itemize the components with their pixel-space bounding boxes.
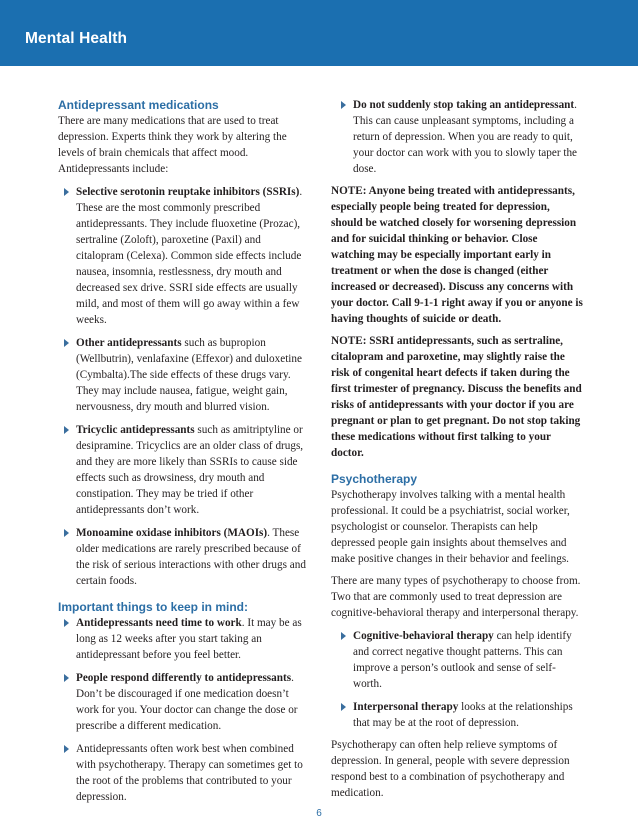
list-item: Monoamine oxidase inhibitors (MAOIs). These older medications are rarely prescribed because of the risk of serious interactions with other drugs and certain foods.	[58, 525, 308, 589]
section-heading-psychotherapy: Psychotherapy	[331, 472, 418, 486]
right-column	[331, 97, 583, 801]
page-title: Mental Health	[25, 30, 128, 47]
bullet-arrow-icon	[341, 632, 346, 640]
note-pregnancy-warning: NOTE: SSRI antidepressants, such as sertraline, citalopram and paroxetine, may slightly raise the risk of congenital heart defects if taken during the first trimester of pregnancy. Discuss the benefits and risks of antidepressants with your doctor if you are pregnant or plan to get pregnant. Do not stop taking these medications without first talking to your doctor.	[331, 335, 582, 459]
list-item: Antidepressants often work best when combined with psychotherapy. Therapy can sometimes get to the root of the problems that contributed to your depression.	[58, 741, 308, 805]
important-things-list	[58, 615, 308, 805]
bullet-arrow-icon	[64, 674, 69, 682]
bullet-arrow-icon	[64, 745, 69, 753]
important-things-list-continued	[331, 97, 583, 177]
list-item: Interpersonal therapy looks at the relationships that may be at the root of depression.	[331, 699, 583, 731]
psychotherapy-paragraph: Psychotherapy involves talking with a mental health professional. It could be a psychiatrist, social worker, psychologist or counselor. Therapists can help depressed people gain insights about themselves and make positive changes in their behavior and feelings.	[331, 489, 570, 565]
bullet-arrow-icon	[64, 188, 69, 196]
left-column	[58, 97, 308, 805]
list-item: Selective serotonin reuptake inhibitors (SSRIs). These are the most commonly prescribed antidepressants. They include fluoxetine (Prozac), sertraline (Zoloft), paroxetine (Paxil) and citalopram (Celexa). Common side effects include nausea, insomnia, restlessness, dry mouth and decreased sex drive. SSRI side effects are usually mild, and most of them will go away within a few weeks.	[58, 184, 308, 328]
bullet-arrow-icon	[341, 703, 346, 711]
bullet-arrow-icon	[341, 101, 346, 109]
bullet-arrow-icon	[64, 529, 69, 537]
section-heading-antidepressants: Antidepressant medications	[58, 98, 219, 112]
list-item: Tricyclic antidepressants such as amitriptyline or desipramine. Tricyclics are an older class of drugs, and they are more likely than SSRIs to cause side effects such as drowsiness, dry mouth and constipation. They may be tried if other antidepressants don’t work.	[58, 422, 308, 518]
bullet-arrow-icon	[64, 619, 69, 627]
page-number: 6	[316, 808, 322, 819]
header-bar	[0, 0, 638, 66]
list-item: Cognitive-behavioral therapy can help identify and correct negative thought patterns. This can improve a person’s outlook and sense of self-worth.	[331, 628, 583, 692]
bullet-arrow-icon	[64, 426, 69, 434]
antidepressant-types-list	[58, 184, 308, 589]
note-suicide-warning: NOTE: Anyone being treated with antidepressants, especially people being treated for depression, should be watched closely for worsening depression and for suicidal thinking or behavior. Close watching may be especially important early in treatment or when the dose is changed (either increased or decreased). Discuss any concerns with your doctor. Call 9-1-1 right away if you or anyone is having thoughts of suicide or death.	[331, 185, 583, 325]
psychotherapy-types-list	[331, 628, 583, 731]
psychotherapy-paragraph: There are many types of psychotherapy to choose from. Two that are commonly used to treat depression are cognitive-behavioral therapy and interpersonal therapy.	[331, 575, 581, 619]
list-item: Do not suddenly stop taking an antidepressant. This can cause unpleasant symptoms, including a return of depression. When you are ready to quit, your doctor can work with you to slowly taper the dose.	[331, 97, 583, 177]
section-heading-important: Important things to keep in mind:	[58, 600, 248, 614]
psychotherapy-paragraph: Psychotherapy can often help relieve symptoms of depression. In general, people with severe depression respond best to a combination of psychotherapy and medication.	[331, 739, 570, 799]
list-item: People respond differently to antidepressants. Don’t be discouraged if one medication doesn’t work for you. Your doctor can change the dose or prescribe a different medication.	[58, 670, 308, 734]
antidepressants-intro: There are many medications that are used to treat depression. Experts think they work by altering the levels of brain chemicals that affect mood. Antidepressants include:	[58, 115, 287, 175]
list-item: Other antidepressants such as bupropion (Wellbutrin), venlafaxine (Effexor) and duloxetine (Cymbalta).The side effects of these drugs vary. They may include nausea, fatigue, weight gain, nervousness, dry mouth and blurred vision.	[58, 335, 308, 415]
list-item: Antidepressants need time to work. It may be as long as 12 weeks after you start taking an antidepressant before you feel better.	[58, 615, 308, 663]
bullet-arrow-icon	[64, 339, 69, 347]
